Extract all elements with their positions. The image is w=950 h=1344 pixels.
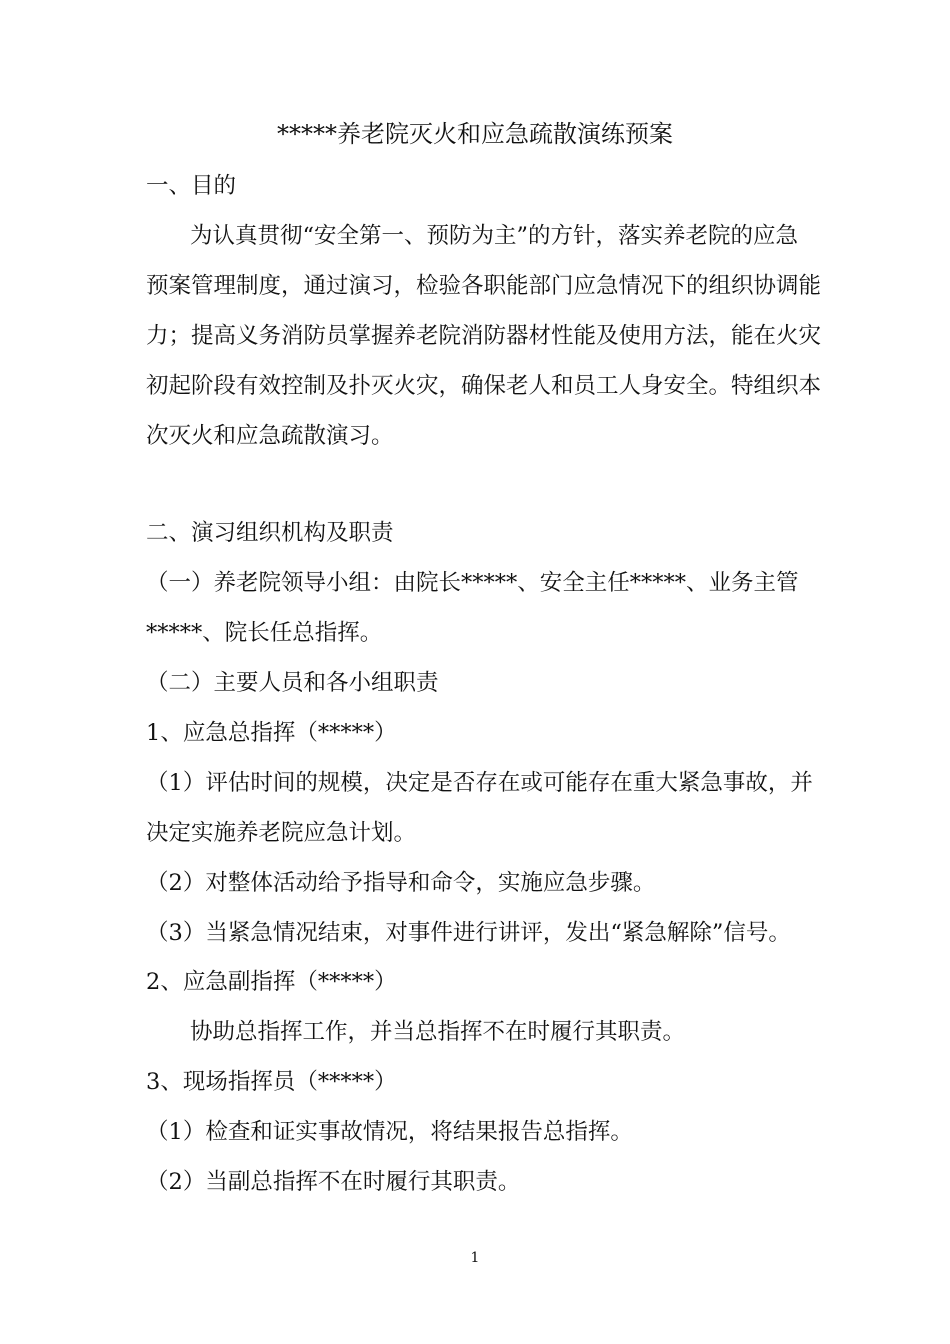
paragraph-line: *****、院长任总指挥。 xyxy=(146,620,383,646)
list-item: 协助总指挥工作，并当总指挥不在时履行其职责。 xyxy=(190,1019,686,1045)
paragraph-line: 预案管理制度，通过演习，检验各职能部门应急情况下的组织协调能 xyxy=(146,273,822,299)
paragraph-line: 为认真贯彻“安全第一、预防为主”的方针，落实养老院的应急 xyxy=(190,223,799,249)
role-heading-deputy: 2、应急副指挥（*****） xyxy=(146,969,397,995)
list-item: （2）对整体活动给予指导和命令，实施应急步骤。 xyxy=(146,870,656,896)
section-heading-organization: 二、演习组织机构及职责 xyxy=(146,520,394,546)
list-item: （3）当紧急情况结束，对事件进行讲评，发出“紧急解除”信号。 xyxy=(146,920,791,946)
role-heading-site-commander: 3、现场指挥员（*****） xyxy=(146,1069,397,1095)
list-item: 决定实施养老院应急计划。 xyxy=(146,820,417,846)
paragraph-line: 力；提高义务消防员掌握养老院消防器材性能及使用方法，能在火灾 xyxy=(146,323,822,349)
list-item: （1）检查和证实事故情况，将结果报告总指挥。 xyxy=(146,1119,633,1145)
page-number: 1 xyxy=(470,1250,480,1266)
paragraph-line: 初起阶段有效控制及扑灭火灾，确保老人和员工人身安全。特组织本 xyxy=(146,373,822,399)
list-item: （1）评估时间的规模，决定是否存在或可能存在重大紧急事故，并 xyxy=(146,770,813,796)
subsection-heading: （二）主要人员和各小组职责 xyxy=(146,670,439,696)
section-heading-purpose: 一、目的 xyxy=(146,173,237,199)
role-heading-commander: 1、应急总指挥（*****） xyxy=(146,720,397,746)
paragraph-line: 次灭火和应急疏散演习。 xyxy=(146,423,394,449)
document-title: *****养老院灭火和应急疏散演练预案 xyxy=(277,120,673,148)
paragraph-line: （一）养老院领导小组：由院长*****、安全主任*****、业务主管 xyxy=(146,570,799,596)
list-item: （2）当副总指挥不在时履行其职责。 xyxy=(146,1169,521,1195)
